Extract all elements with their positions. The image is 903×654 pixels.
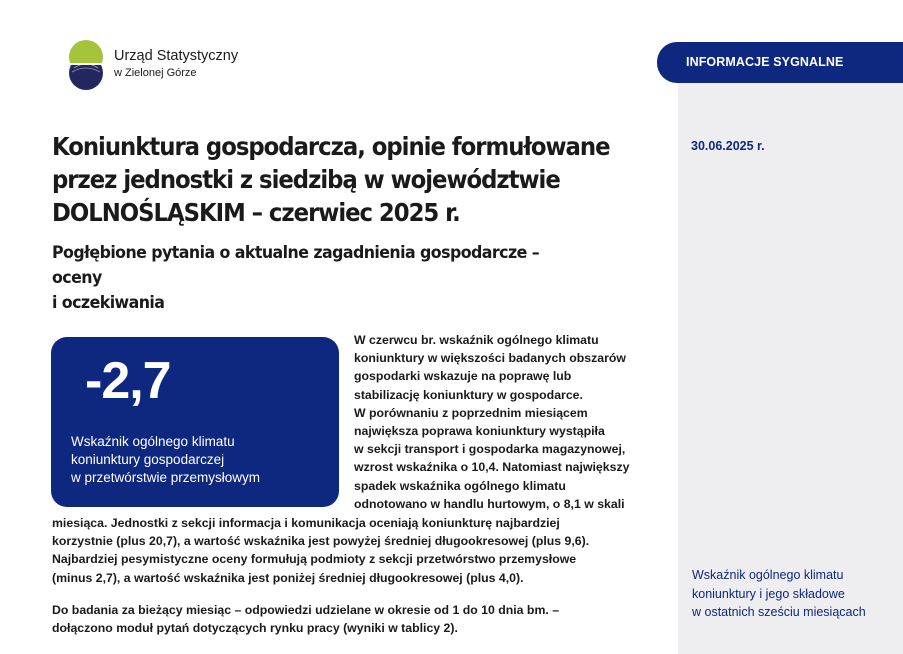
body-line: W porównaniu z poprzednim miesiącem	[354, 405, 588, 420]
body-line: korzystnie (plus 20,7), a wartość wskaźnika jest powyżej średniej długookresowej (plus 9,6).	[52, 534, 590, 549]
kpi-label-line: Wskaźnik ogólnego klimatu	[71, 434, 235, 449]
kpi-label-line: w przetwórstwie przemysłowym	[71, 470, 261, 485]
side-note-line: w ostatnich sześciu miesiącach	[692, 605, 866, 619]
body-line: Najbardziej pesymistyczne oceny formułują podmioty z sekcji przetwórstwo przemysłowe	[52, 552, 577, 567]
kpi-value: -2,7	[85, 352, 171, 410]
body-paragraph-right	[354, 331, 674, 513]
body-line: miesiąca. Jednostki z sekcji informacja i komunikacja oceniają koniunkturę najbardziej	[52, 516, 560, 530]
body-line: gospodarki wskazuje na poprawę lub	[354, 369, 572, 384]
kpi-label-line: koniunktury gospodarczej	[71, 452, 225, 467]
kpi-box	[51, 337, 339, 507]
body-line: największa poprawa koniunktury wystąpiła	[354, 424, 605, 439]
body-line: Do badania za bieżący miesiąc – odpowiedzi udzielane w okresie od 1 do 10 dnia bm. –	[52, 603, 560, 617]
title-line: przez jednostki z siedzibą w województwie	[52, 165, 560, 194]
subtitle-line: Pogłębione pytania o aktualne zagadnienia gospodarcze – oceny	[52, 243, 540, 288]
page-subtitle	[52, 241, 591, 316]
side-note-line: koniunktury i jego składowe	[692, 586, 845, 601]
body-line: wzrost wskaźnika o 10,4. Natomiast największy	[354, 460, 630, 475]
publication-date: 30.06.2025 r.	[691, 139, 765, 153]
header-tag: INFORMACJE SYGNALNE	[657, 42, 903, 83]
body-line: w sekcji transport i gospodarka magazynowej,	[354, 442, 626, 457]
body-paragraph-wide	[52, 514, 672, 587]
body-paragraph-last	[52, 601, 672, 637]
page-title	[52, 130, 610, 229]
subtitle-line: i oczekiwania	[52, 293, 165, 313]
body-line: odnotowano w handlu hurtowym, o 8,1 w skali	[354, 496, 625, 511]
logo	[56, 27, 256, 107]
body-line: W czerwcu br. wskaźnik ogólnego klimatu	[354, 333, 599, 347]
body-line: stabilizację koniunktury w gospodarce.	[354, 387, 583, 402]
side-note-line: Wskaźnik ogólnego klimatu	[692, 568, 844, 582]
title-line: DOLNOŚLĄSKIM – czerwiec 2025 r.	[52, 198, 460, 227]
title-line: Koniunktura gospodarcza, opinie formułowane	[52, 132, 610, 161]
body-line: dołączono moduł pytań dotyczących rynku pracy (wyniki w tablicy 2).	[52, 621, 458, 636]
logo-name: Urząd Statystyczny	[114, 48, 239, 64]
kpi-label	[71, 433, 321, 487]
body-line: koniunktury w większości badanych obszarów	[354, 351, 626, 366]
logo-location: w Zielonej Górze	[114, 67, 197, 79]
body-line: spadek wskaźnika ogólnego klimatu	[354, 478, 566, 493]
logo-mark-icon	[68, 38, 104, 92]
body-line: (minus 2,7), a wartość wskaźnika jest poniżej średniej długookresowej (plus 4,0).	[52, 570, 524, 585]
side-note	[692, 566, 892, 622]
